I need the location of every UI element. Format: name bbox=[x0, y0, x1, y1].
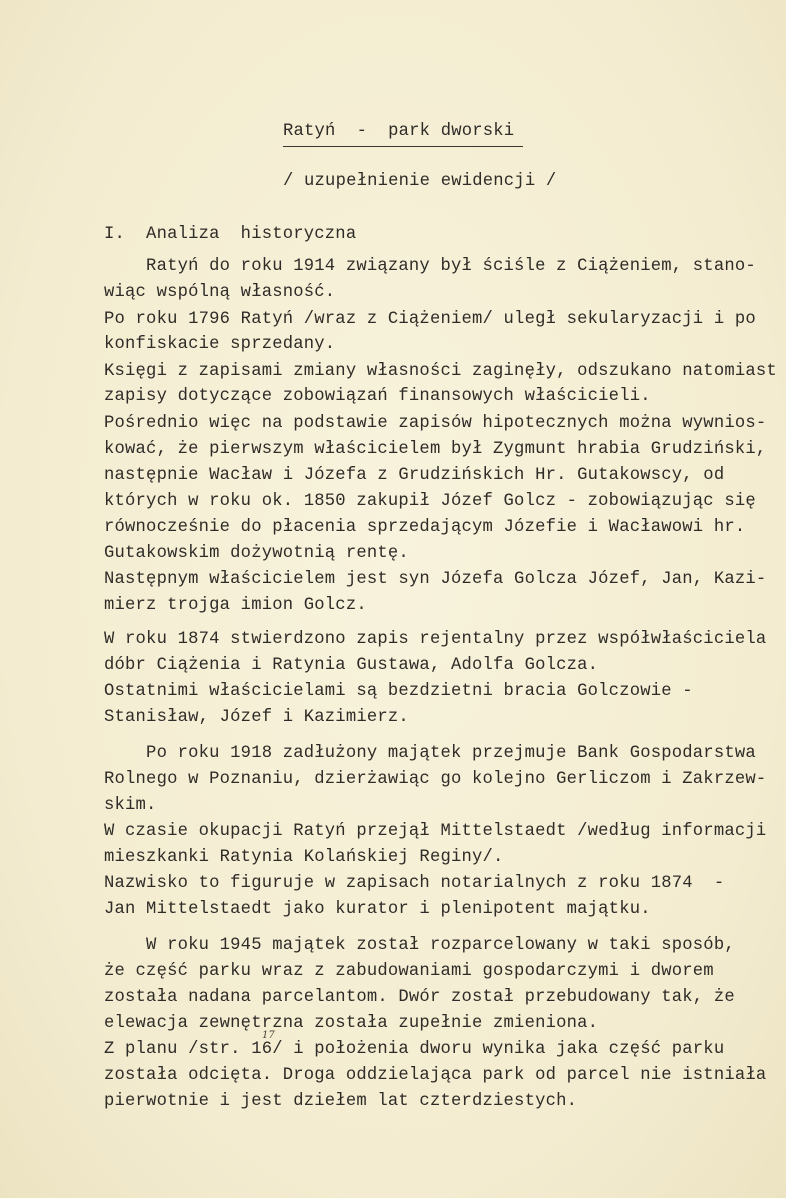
text-line: Ratyń do roku 1914 związany był ściśle z Ciążeniem, stano- bbox=[104, 257, 756, 276]
text-line: Księgi z zapisami zmiany własności zaginęły, odszukano natomiast bbox=[104, 362, 777, 381]
section-heading: I. Analiza historyczna bbox=[104, 225, 357, 244]
text-line: W roku 1945 majątek został rozparcelowany w taki sposób, bbox=[104, 936, 735, 955]
handwritten-page-note: 17 bbox=[262, 1030, 275, 1041]
document-title: Ratyń - park dworski bbox=[283, 122, 515, 141]
text-line: równocześnie do płacenia sprzedającym Józefie i Wacławowi hr. bbox=[104, 518, 746, 537]
text-line: Ostatnimi właścicielami są bezdzietni bracia Golczowie - bbox=[104, 682, 693, 701]
text-line: zapisy dotyczące zobowiązań finansowych właścicieli. bbox=[104, 387, 651, 406]
text-line: pierwotnie i jest dziełem lat czterdziestych. bbox=[104, 1092, 578, 1111]
text-line: W czasie okupacji Ratyń przejął Mittelstaedt /według informacji bbox=[104, 822, 767, 841]
text-line: dóbr Ciążenia i Ratynia Gustawa, Adolfa Golcza. bbox=[104, 656, 599, 675]
text-line: wiąc wspólną własność. bbox=[104, 283, 336, 302]
document-subtitle: / uzupełnienie ewidencji / bbox=[283, 172, 557, 191]
title-underline bbox=[283, 146, 523, 147]
text-line: Nazwisko to figuruje w zapisach notarialnych z roku 1874 - bbox=[104, 874, 725, 893]
text-line: została nadana parcelantom. Dwór został przebudowany tak, że bbox=[104, 988, 735, 1007]
text-line: Jan Mittelstaedt jako kurator i plenipotent majątku. bbox=[104, 900, 651, 919]
text-line: konfiskacie sprzedany. bbox=[104, 335, 336, 354]
text-line: Rolnego w Poznaniu, dzierżawiąc go kolejno Gerliczom i Zakrzew- bbox=[104, 770, 767, 789]
text-line: elewacja zewnętrzna została zupełnie zmieniona. bbox=[104, 1014, 599, 1033]
text-line: Pośrednio więc na podstawie zapisów hipotecznych można wywnios- bbox=[104, 414, 767, 433]
text-line: W roku 1874 stwierdzono zapis rejentalny przez współwłaściciela bbox=[104, 630, 767, 649]
text-line: Stanisław, Józef i Kazimierz. bbox=[104, 708, 409, 727]
text-line: których w roku ok. 1850 zakupił Józef Golcz - zobowiązując się bbox=[104, 492, 756, 511]
text-line: skim. bbox=[104, 796, 157, 815]
text-line: mierz trojga imion Golcz. bbox=[104, 596, 367, 615]
text-line: Po roku 1918 zadłużony majątek przejmuje Bank Gospodarstwa bbox=[104, 744, 756, 763]
text-line: następnie Wacław i Józefa z Grudzińskich Hr. Gutakowscy, od bbox=[104, 466, 725, 485]
text-line: mieszkanki Ratynia Kolańskiej Reginy/. bbox=[104, 848, 504, 867]
text-line: Z planu /str. 16/ i położenia dworu wynika jaka część parku bbox=[104, 1040, 725, 1059]
text-line: Po roku 1796 Ratyń /wraz z Ciążeniem/ uległ sekularyzacji i po bbox=[104, 310, 756, 329]
text-line: kować, że pierwszym właścicielem był Zygmunt hrabia Grudziński, bbox=[104, 440, 767, 459]
text-line: została odcięta. Droga oddzielająca park od parcel nie istniała bbox=[104, 1066, 767, 1085]
text-line: że część parku wraz z zabudowaniami gospodarczymi i dworem bbox=[104, 962, 714, 981]
text-line: Gutakowskim dożywotnią rentę. bbox=[104, 544, 409, 563]
text-line: Następnym właścicielem jest syn Józefa Golcza Józef, Jan, Kazi- bbox=[104, 570, 767, 589]
